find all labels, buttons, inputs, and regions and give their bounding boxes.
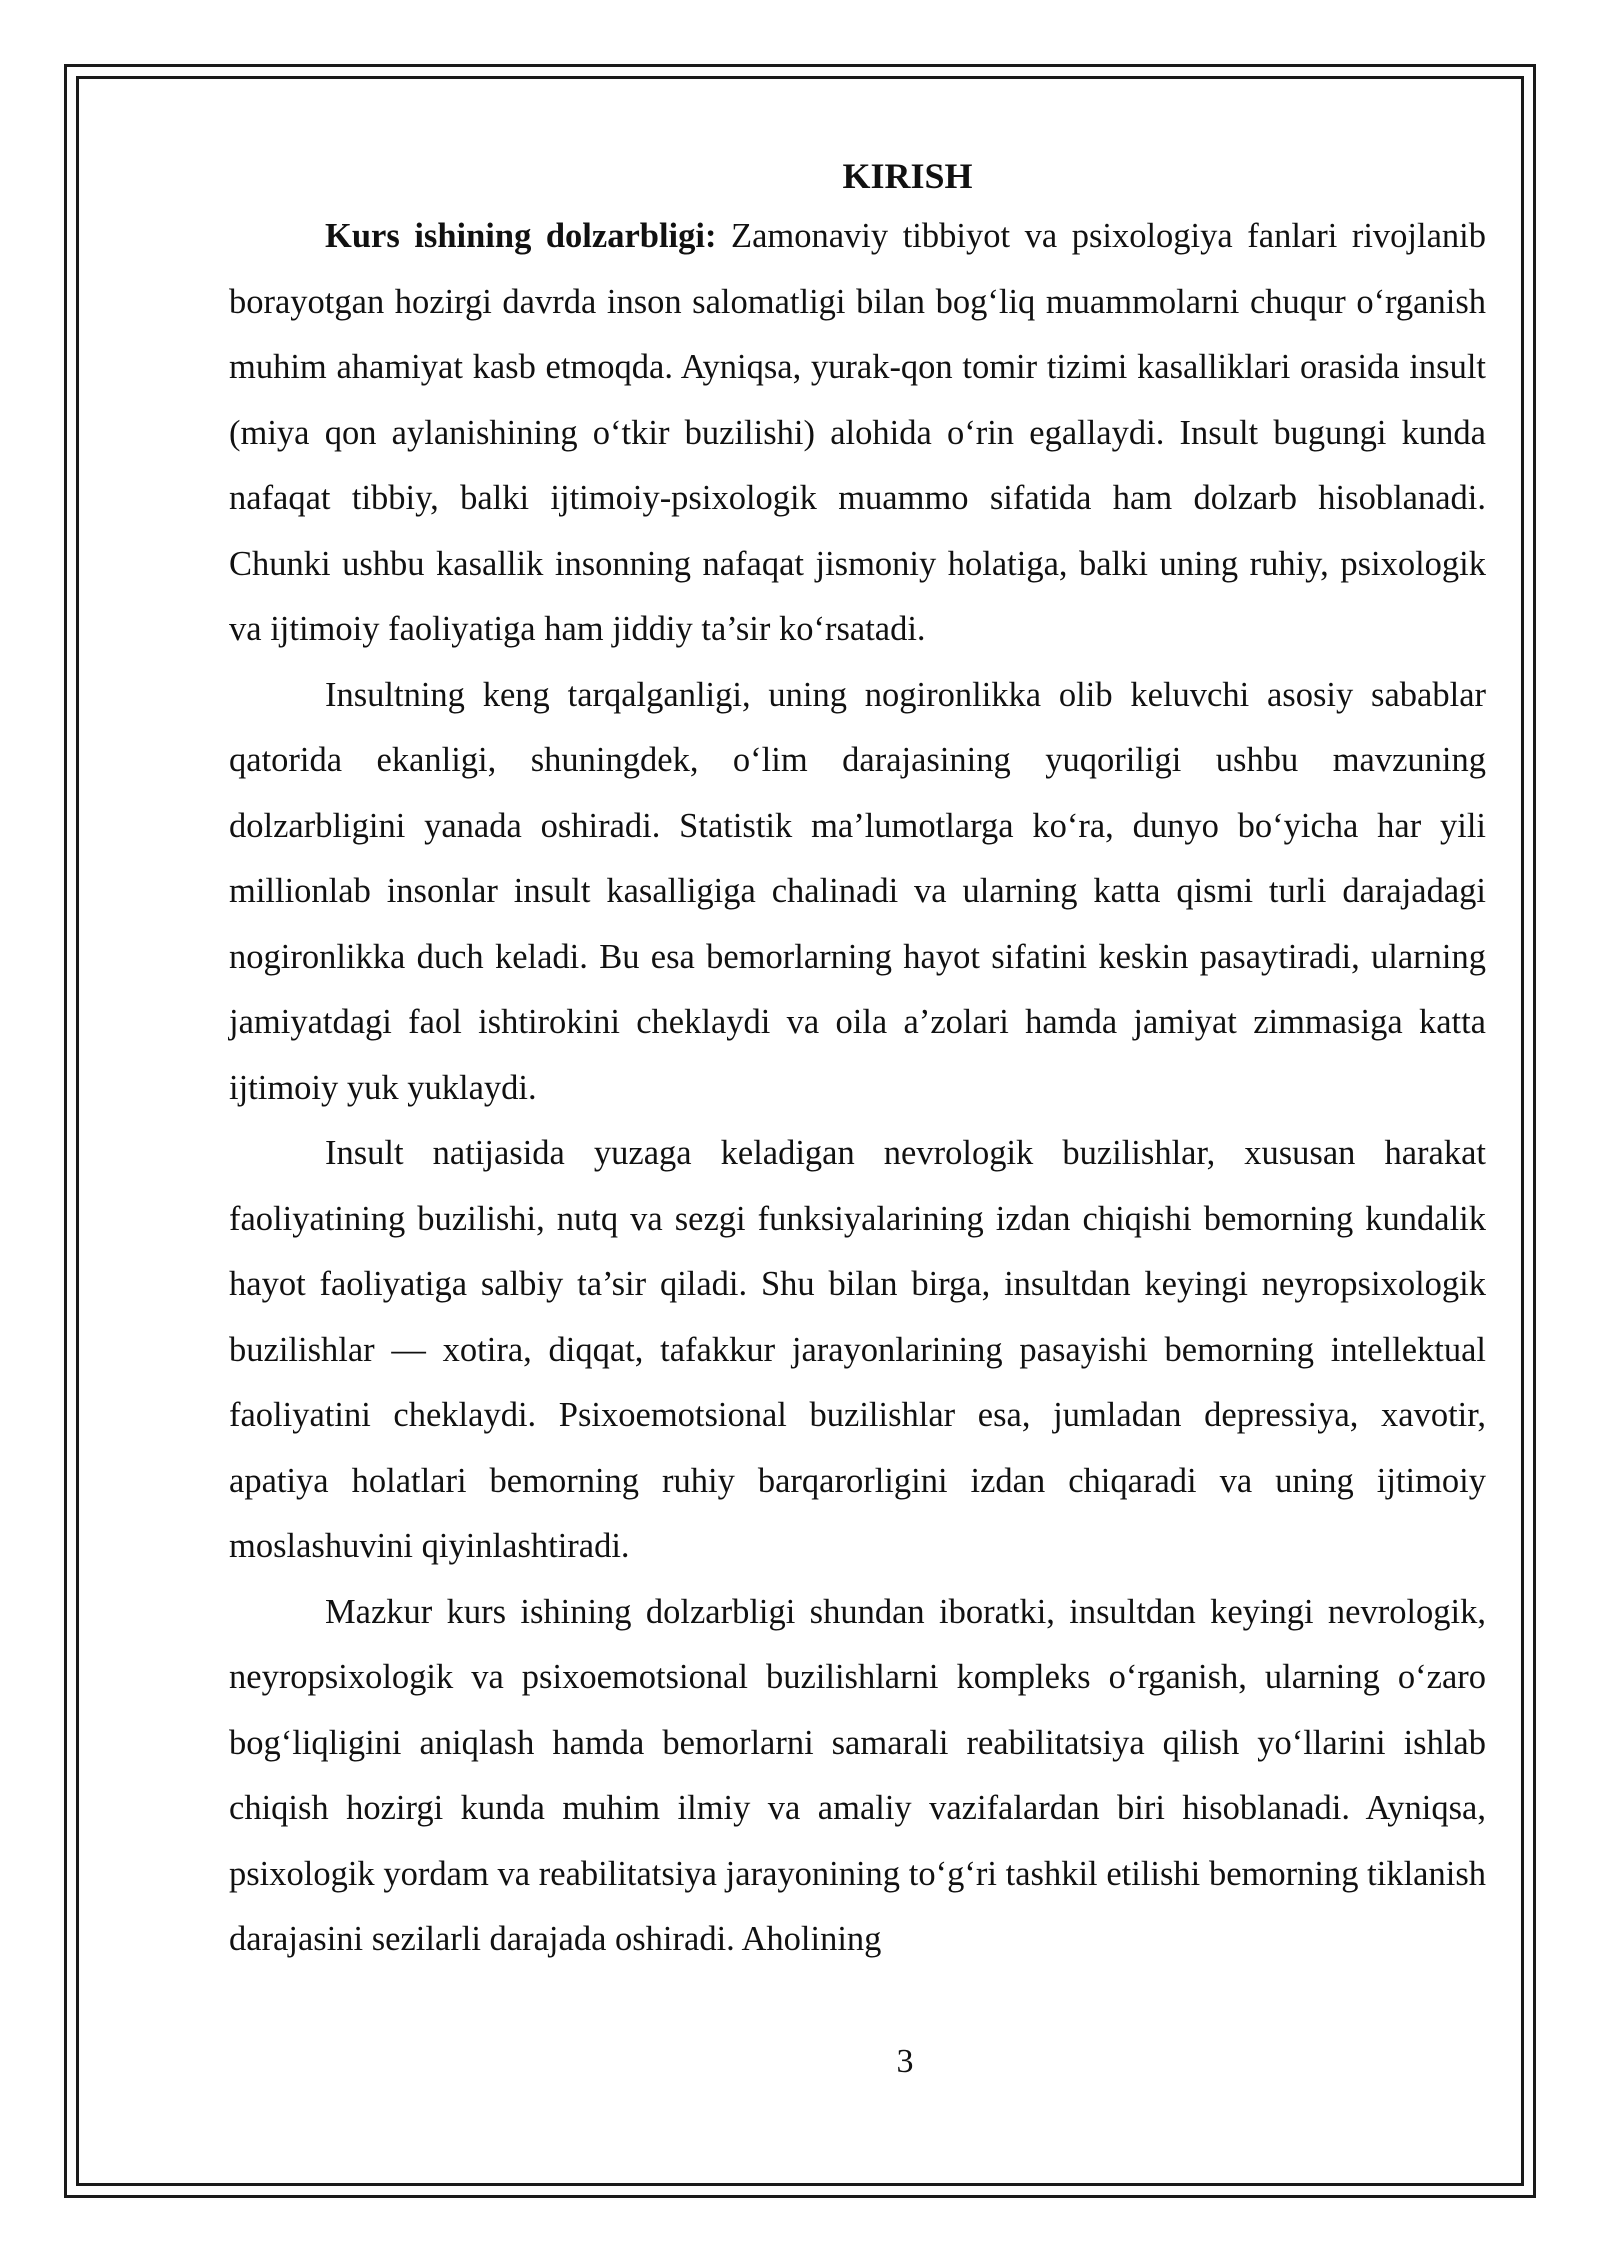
paragraph-2: Insultning keng tarqalganligi, uning nogironlikka olib keluvchi asosiy sabablar qatorida ekanligi, shuningdek, o‘lim darajasining yuqoriligi ushbu mavzuning dolzarbligini yanada oshiradi. Statistik ma’lumotlarga ko‘ra, dunyo bo‘yicha har yili millionlab insonlar insult kasalligiga chalinadi va ularning katta qismi turli darajadagi nogironlikka duch keladi. Bu esa bemorlarning hayot sifatini keskin pasaytiradi, ularning jamiyatdagi faol ishtirokini cheklaydi va oila a’zolari hamda jamiyat zimmasiga katta ijtimoiy yuk yuklaydi. xyxy=(229,675,1486,1107)
document-body xyxy=(229,148,1486,1973)
paragraph-4: Mazkur kurs ishining dolzarbligi shundan iboratki, insultdan keyingi nevrologik, neyropsixologik va psixoemotsional buzilishlarni kompleks o‘rganish, ularning o‘zaro bog‘liqligini aniqlash hamda bemorlarni samarali reabilitatsiya qilish yo‘llarini ishlab chiqish hozirgi kunda muhim ilmiy va amaliy vazifalardan biri hisoblanadi. Ayniqsa, psixologik yordam va reabilitatsiya jarayonining to‘g‘ri tashkil etilishi bemorning tiklanish darajasini sezilarli darajada oshiradi. Aholining xyxy=(229,1592,1486,1958)
paragraph-lead: Kurs ishining dolzarbligi: xyxy=(325,217,717,255)
paragraph-1 xyxy=(229,204,1486,663)
page-number: 3 xyxy=(896,2043,914,2080)
paragraph-3: Insult natijasida yuzaga keladigan nevrologik buzilishlar, xususan harakat faoliyatining buzilishi, nutq va sezgi funksiyalarining izdan chiqishi bemorning kundalik hayot faoliyatiga salbiy ta’sir qiladi. Shu bilan birga, insultdan keyingi neyropsixologik buzilishlar — xotira, diqqat, tafakkur jarayonlarining pasayishi bemorning intellektual faoliyatini cheklaydi. Psixoemotsional buzilishlar esa, jumladan depressiya, xavotir, apatiya holatlari bemorning ruhiy barqarorligini izdan chiqaradi va uning ijtimoiy moslashuvini qiyinlashtiradi. xyxy=(229,1134,1486,1565)
section-heading: KIRISH xyxy=(842,156,973,196)
paragraph-text: Zamonaviy tibbiyot va psixologiya fanlari rivojlanib borayotgan hozirgi davrda inson salomatligi bilan bog‘liq muammolarni chuqur o‘rganish muhim ahamiyat kasb etmoqda. Ayniqsa, yurak-qon tomir tizimi kasalliklari orasida insult (miya qon aylanishining o‘tkir buzilishi) alohida o‘rin egallaydi. Insult bugungi kunda nafaqat tibbiy, balki ijtimoiy-psixologik muammo sifatida ham dolzarb hisoblanadi. Chunki ushbu kasallik insonning nafaqat jismoniy holatiga, balki uning ruhiy, psixologik va ijtimoiy faoliyatiga ham jiddiy ta’sir ko‘rsatadi. xyxy=(229,217,1486,648)
